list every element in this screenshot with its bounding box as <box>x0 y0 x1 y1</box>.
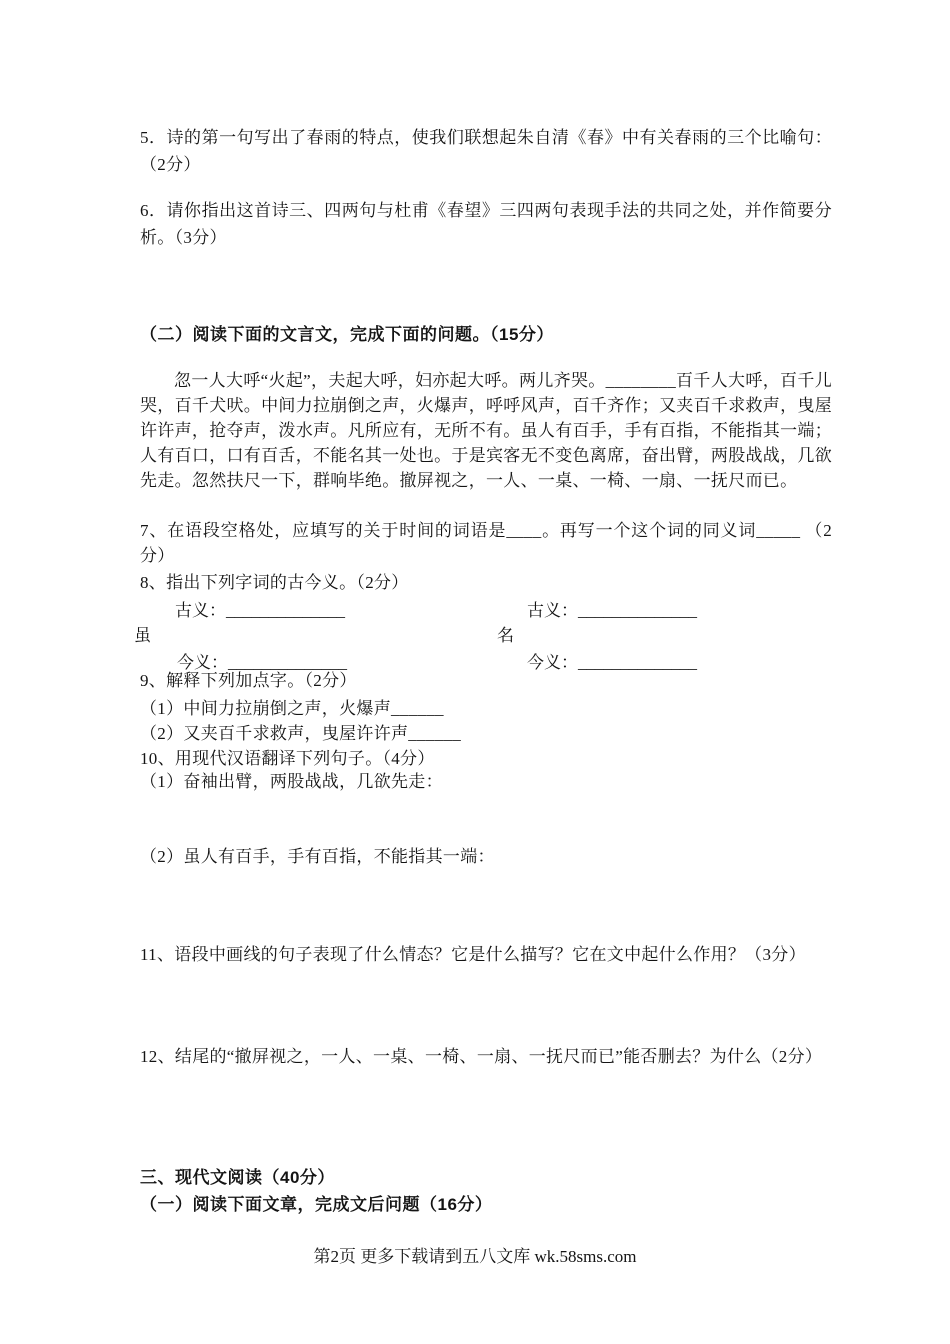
q8-left-word: 虽 <box>134 626 151 645</box>
question-10-item-2: （2）虽人有百手，手有百指，不能指其一端： <box>140 847 495 866</box>
question-9-item-2: （2）又夹百千求救声，曳屋许许声______ <box>140 724 462 743</box>
question-10-item-1: （1）奋袖出臂，两股战战，几欲先走： <box>140 772 443 791</box>
question-8-label: 8、指出下列字词的古今义。（2分） <box>140 573 409 592</box>
question-9-item-1: （1）中间力拉崩倒之声，火爆声______ <box>140 699 444 718</box>
question-10-label: 10、用现代汉语翻译下列句子。（4分） <box>140 749 435 768</box>
page-footer: 第2页 更多下载请到五八文库 wk.58sms.com <box>313 1247 637 1266</box>
question-11: 11、语段中画线的句子表现了什么情态？它是什么描写？它在文中起什么作用？（3分） <box>140 945 806 964</box>
question-9-label: 9、解释下列加点字。（2分） <box>140 671 357 690</box>
q8-right-modern-blank: 今义：______________ <box>527 653 697 672</box>
q8-left-modern-blank: 今义：______________ <box>177 653 347 672</box>
question-6: 6．请你指出这首诗三、四两句与杜甫《春望》三四两句表现手法的共同之处，并作简要分析。（3分） <box>140 201 832 247</box>
q8-right-word: 名 <box>497 626 514 645</box>
question-5: 5．诗的第一句写出了春雨的特点，使我们联想起朱自清《春》中有关春雨的三个比喻句：（2分） <box>140 128 832 174</box>
classical-passage: 忽一人大呼“火起”，夫起大呼，妇亦起大呼。两儿齐哭。________百千人大呼，百千儿哭，百千犬吠。中间力拉崩倒之声，火爆声，呼呼风声，百千齐作；又夹百千求救声，曳屋许许声，抢夺声，泼水声。凡所应有，无所不有。虽人有百手，手有百指，不能指其一端；人有百口，口有百舌，不能名其一处也。于是宾客无不变色离席，奋出臂，两股战战，几欲先走。忽然扶尺一下，群响毕绝。撤屏视之，一人、一桌、一椅、一扇、一抚尺而已。 <box>140 371 832 490</box>
section-2-heading: （二）阅读下面的文言文，完成下面的问题。（15分） <box>140 325 554 344</box>
section-3-subheading: （一）阅读下面文章，完成文后问题（16分） <box>140 1195 493 1214</box>
section-3-heading: 三、现代文阅读（40分） <box>140 1168 335 1187</box>
question-12: 12、结尾的“撤屏视之，一人、一桌、一椅、一扇、一抚尺而已”能否删去？为什么（2分） <box>140 1047 823 1066</box>
q8-left-ancient-blank: 古义：______________ <box>175 601 345 620</box>
question-7: 7、在语段空格处，应填写的关于时间的词语是____。再写一个这个词的同义词_____ （2分） <box>140 521 832 565</box>
q8-right-ancient-blank: 古义：______________ <box>527 601 697 620</box>
